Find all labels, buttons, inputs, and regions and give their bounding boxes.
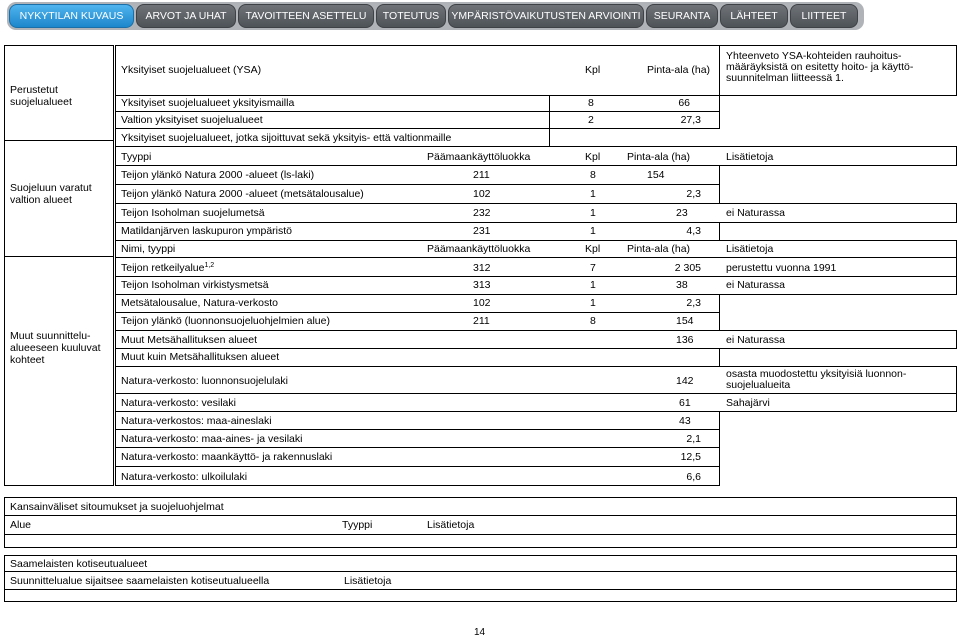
reserved-col-class: Päämaankäyttöluokka xyxy=(427,151,531,163)
other-row-class: 102 xyxy=(473,297,491,309)
reserved-row-area: 154 xyxy=(647,169,665,181)
reserved-row-class: 231 xyxy=(473,225,491,237)
table-cell xyxy=(549,95,720,112)
other-row-info: ei Naturassa xyxy=(726,279,785,291)
reserved-row-name: Matildanjärven laskupuron ympäristö xyxy=(121,225,292,237)
other-col-area: Pinta-ala (ha) xyxy=(627,243,691,255)
side-label-other: Muut suunnittelu-alueeseen kuuluvat kohteet xyxy=(10,330,101,366)
international-col-info: Lisätietoja xyxy=(427,519,475,531)
ysa-row-name: Yksityiset suojelualueet, jotka sijoittuvat sekä yksityis- että valtionmaille xyxy=(121,132,452,144)
reserved-header-row xyxy=(115,146,957,166)
reserved-row-name: Teijon ylänkö Natura 2000 -alueet (ls-laki) xyxy=(121,169,315,181)
reserved-row-kpl: 8 xyxy=(590,169,596,181)
other-row-class: 211 xyxy=(473,315,490,327)
other-row-info: Sahajärvi xyxy=(726,397,770,409)
reserved-row-info: ei Naturassa xyxy=(726,207,785,219)
sami-empty-row xyxy=(4,589,957,602)
ysa-row-name: Valtion yksityiset suojelualueet xyxy=(121,114,263,126)
tab-ymparistovaikutusten-arviointi[interactable]: YMPÄRISTÖVAIKUTUSTEN ARVIOINTI xyxy=(448,4,644,28)
other-row-area: 142 xyxy=(676,375,694,387)
reserved-row-kpl: 1 xyxy=(590,188,596,200)
reserved-col-area: Pinta-ala (ha) xyxy=(627,151,691,163)
side-cell-other xyxy=(4,256,114,486)
other-row-class: 312 xyxy=(473,262,491,274)
other-row-kpl: 8 xyxy=(590,315,596,327)
tab-tavoitteen-asettelu[interactable]: TAVOITTEEN ASETTELU xyxy=(238,4,374,28)
other-row-name: Natura-verkosto: maa-aines- ja vesilaki xyxy=(121,433,303,445)
tab-lahteet[interactable]: LÄHTEET xyxy=(720,4,788,28)
other-row-area: 38 xyxy=(676,279,688,291)
other-row-area: 2 305 xyxy=(674,262,701,274)
reserved-row-name: Teijon ylänkö Natura 2000 -alueet (metsätalousalue) xyxy=(121,188,364,200)
other-row-area: 154 xyxy=(676,315,694,327)
other-row-name: Metsätalousalue, Natura-verkosto xyxy=(121,297,278,309)
ysa-row-kpl: 2 xyxy=(588,114,594,126)
ysa-row-name: Yksityiset suojelualueet yksityismailla xyxy=(121,97,295,109)
reserved-col-info: Lisätietoja xyxy=(726,151,774,163)
tab-liitteet[interactable]: LIITTEET xyxy=(790,4,858,28)
other-row-area: 61 xyxy=(679,397,691,409)
other-row-info: osasta muodostettu yksityisiä luonnon-suojelualueita xyxy=(726,368,907,391)
footnote-marker: 1,2 xyxy=(204,262,215,269)
reserved-row-area: 2,3 xyxy=(686,188,701,200)
other-row-kpl: 1 xyxy=(590,297,596,309)
other-row-name xyxy=(121,262,214,274)
international-title: Kansainväliset sitoumukset ja suojeluohjelmat xyxy=(10,501,224,513)
reserved-row-name: Teijon Isoholman suojelumetsä xyxy=(121,207,265,219)
other-col-class: Päämaankäyttöluokka xyxy=(427,243,531,255)
side-label-state: Suojeluun varatut valtion alueet xyxy=(10,182,92,206)
other-col-info: Lisätietoja xyxy=(726,243,774,255)
side-label-existing: Perustetut suojelualueet xyxy=(10,84,72,108)
other-row-name: Natura-verkosto: vesilaki xyxy=(121,397,236,409)
side-cell-state xyxy=(4,140,114,257)
other-row-area: 136 xyxy=(676,334,694,346)
other-row-info: perustettu vuonna 1991 xyxy=(726,262,837,274)
other-row-area: 12,5 xyxy=(680,451,701,463)
reserved-row-area: 23 xyxy=(676,207,688,219)
other-row-class: 313 xyxy=(473,279,491,291)
other-row-area: 6,6 xyxy=(686,471,701,483)
other-row-name: Natura-verkosto: maankäyttö- ja rakennuslaki xyxy=(121,451,333,463)
international-empty-row xyxy=(4,534,957,548)
sami-info: Lisätietoja xyxy=(344,575,392,587)
ysa-note: Yhteenveto YSA-kohteiden rauhoitus-määräyksistä on esitetty hoito- ja käyttö-suunnitelman liitteessä 1. xyxy=(726,50,914,84)
sami-statement: Suunnittelualue sijaitsee saamelaisten kotiseutualueella xyxy=(10,575,270,587)
other-header-row xyxy=(115,240,957,258)
other-row-info: ei Naturassa xyxy=(726,334,785,346)
reserved-row-kpl: 1 xyxy=(590,207,596,219)
side-cell-existing xyxy=(4,45,114,141)
international-col-type: Tyyppi xyxy=(342,519,373,531)
page-number: 14 xyxy=(474,627,486,638)
reserved-row-area: 4,3 xyxy=(686,225,701,237)
reserved-row-class: 211 xyxy=(473,169,490,181)
other-row-name: Natura-verkosto: ulkoilulaki xyxy=(121,471,248,483)
other-row-name: Muut Metsähallituksen alueet xyxy=(121,334,257,346)
other-col-name: Nimi, tyyppi xyxy=(121,243,176,255)
ysa-row-area: 66 xyxy=(678,97,690,109)
other-row-kpl: 7 xyxy=(590,262,596,274)
other-row-area: 2,3 xyxy=(686,297,701,309)
other-row-name: Natura-verkostos: maa-aineslaki xyxy=(121,415,272,427)
other-row-name-text: Teijon retkeilyalue xyxy=(121,262,205,274)
other-row-name: Teijon ylänkö (luonnonsuojeluohjelmien alue) xyxy=(121,315,330,327)
reserved-col-type: Tyyppi xyxy=(121,151,152,163)
reserved-row-class: 102 xyxy=(473,188,491,200)
tab-arvot-ja-uhat[interactable]: ARVOT JA UHAT xyxy=(136,4,236,28)
international-header-row xyxy=(4,515,957,535)
tab-nykytilan-kuvaus[interactable]: NYKYTILAN KUVAUS xyxy=(9,4,134,28)
sami-title: Saamelaisten kotiseutualueet xyxy=(10,558,148,570)
reserved-col-kpl: Kpl xyxy=(585,151,601,163)
reserved-row-kpl: 1 xyxy=(590,225,596,237)
ysa-row-area: 27,3 xyxy=(680,114,701,126)
ysa-area-header: Pinta-ala (ha) xyxy=(647,64,711,76)
other-col-kpl: Kpl xyxy=(585,243,601,255)
table-row xyxy=(115,393,957,412)
other-row-name: Teijon Isoholman virkistysmetsä xyxy=(121,279,269,291)
other-row-area: 43 xyxy=(679,415,691,427)
section-nav xyxy=(7,2,864,30)
other-row-name: Natura-verkosto: luonnonsuojelulaki xyxy=(121,375,288,387)
tab-toteutus[interactable]: TOTEUTUS xyxy=(376,4,446,28)
other-row-name: Muut kuin Metsähallituksen alueet xyxy=(121,351,280,363)
ysa-title: Yksityiset suojelualueet (YSA) xyxy=(121,64,262,76)
tab-seuranta[interactable]: SEURANTA xyxy=(646,4,718,28)
ysa-row-kpl: 8 xyxy=(588,97,594,109)
international-col-area: Alue xyxy=(10,519,32,531)
ysa-kpl-header: Kpl xyxy=(585,64,601,76)
reserved-row-class: 232 xyxy=(473,207,491,219)
ysa-note-cell xyxy=(719,45,957,96)
other-row-area: 2,1 xyxy=(686,433,701,445)
other-row-kpl: 1 xyxy=(590,279,596,291)
